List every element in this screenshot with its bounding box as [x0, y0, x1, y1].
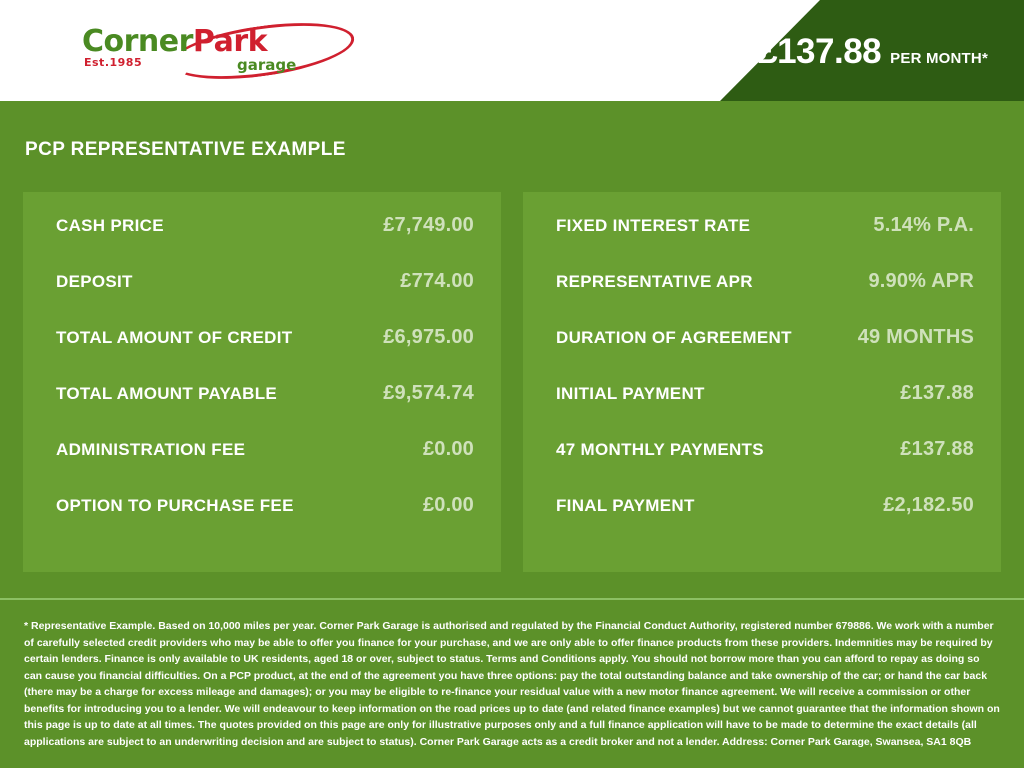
- table-row: [56, 270, 474, 326]
- page-header: [0, 0, 1024, 101]
- table-row: [56, 438, 474, 494]
- row-value: £6,975.00: [383, 326, 474, 348]
- row-value: £0.00: [422, 494, 474, 516]
- row-label: ADMINISTRATION FEE: [56, 440, 246, 459]
- table-row: [56, 382, 474, 438]
- logo-word-park: Park: [192, 24, 268, 59]
- price-amount: £137.88: [758, 32, 882, 71]
- row-value: £774.00: [400, 270, 474, 292]
- row-value: 9.90% APR: [868, 270, 974, 292]
- main-content: [0, 101, 1024, 598]
- row-label: FIXED INTEREST RATE: [556, 216, 751, 235]
- row-value: £137.88: [900, 382, 974, 404]
- table-row: [56, 326, 474, 382]
- row-label: TOTAL AMOUNT OF CREDIT: [56, 328, 293, 347]
- row-value: £9,574.74: [383, 382, 474, 404]
- table-row: [556, 270, 974, 326]
- finance-panel-right: [523, 192, 1001, 572]
- row-label: DURATION OF AGREEMENT: [556, 328, 792, 347]
- footer-disclaimer: [0, 598, 1024, 768]
- row-value: 49 MONTHS: [857, 326, 974, 348]
- table-row: [56, 214, 474, 270]
- row-value: £0.00: [422, 438, 474, 460]
- logo-word-corner: Corner: [82, 24, 193, 59]
- row-label: DEPOSIT: [56, 272, 133, 291]
- row-value: £137.88: [900, 438, 974, 460]
- table-row: [556, 214, 974, 270]
- row-label: FINAL PAYMENT: [556, 496, 695, 515]
- disclaimer-text: * Representative Example. Based on 10,000 miles per year. Corner Park Garage is authorised and regulated by the Financial Conduct Authority, registered number 679886. We work with a number of carefully selected credit providers who may be able to offer you finance for your purchase, and we are only able to offer finance products from these providers. Indemnities may be required by certain lenders. Finance is only available to UK residents, aged 18 or over, subject to status. Terms and Conditions apply. You should not borrow more than you can afford to repay as doing so can cause you financial difficulties. On a PCP product, at the end of the agreement you have three options: pay the total outstanding balance and take ownership of the car; or hand the car back (there may be a charge for excess mileage and damages); or you may be eligible to re-finance your residual value with a new motor finance agreement. We will receive a commission or other benefits for introducing you to a lender. We will endeavour to keep information on the road prices up to date (and related finance examples) but we cannot guarantee that the information shown on this page is up to date at all times. The quotes provided on this page are only for illustrative purposes only and a full finance application will have to be made to determine the exact details (all applications are subject to an underwriting decision and are subject to status). Corner Park Garage acts as a credit broker and not a lender. Address: Corner Park Garage, Swansea, SA1 8QB: [24, 620, 1000, 748]
- table-row: [556, 438, 974, 494]
- row-label: CASH PRICE: [56, 216, 164, 235]
- row-label: REPRESENTATIVE APR: [556, 272, 753, 291]
- row-label: OPTION TO PURCHASE FEE: [56, 496, 294, 515]
- logo-wordmark: [82, 24, 267, 59]
- logo-established-year: Est.1985: [84, 56, 143, 69]
- row-value: £2,182.50: [883, 494, 974, 516]
- monthly-price-banner: [758, 32, 988, 72]
- finance-panel-left: [23, 192, 501, 572]
- row-value: £7,749.00: [383, 214, 474, 236]
- table-row: [556, 326, 974, 382]
- table-row: [56, 494, 474, 550]
- row-value: 5.14% P.A.: [873, 214, 974, 236]
- page-title: PCP REPRESENTATIVE EXAMPLE: [25, 139, 346, 160]
- table-row: [556, 382, 974, 438]
- price-period-label: PER MONTH*: [890, 50, 988, 67]
- table-row: [556, 494, 974, 550]
- logo-word-garage: garage: [237, 56, 297, 74]
- row-label: 47 MONTHLY PAYMENTS: [556, 440, 764, 459]
- finance-details-panels: [23, 192, 1001, 572]
- row-label: INITIAL PAYMENT: [556, 384, 705, 403]
- corner-park-garage-logo: [82, 22, 357, 80]
- row-label: TOTAL AMOUNT PAYABLE: [56, 384, 278, 403]
